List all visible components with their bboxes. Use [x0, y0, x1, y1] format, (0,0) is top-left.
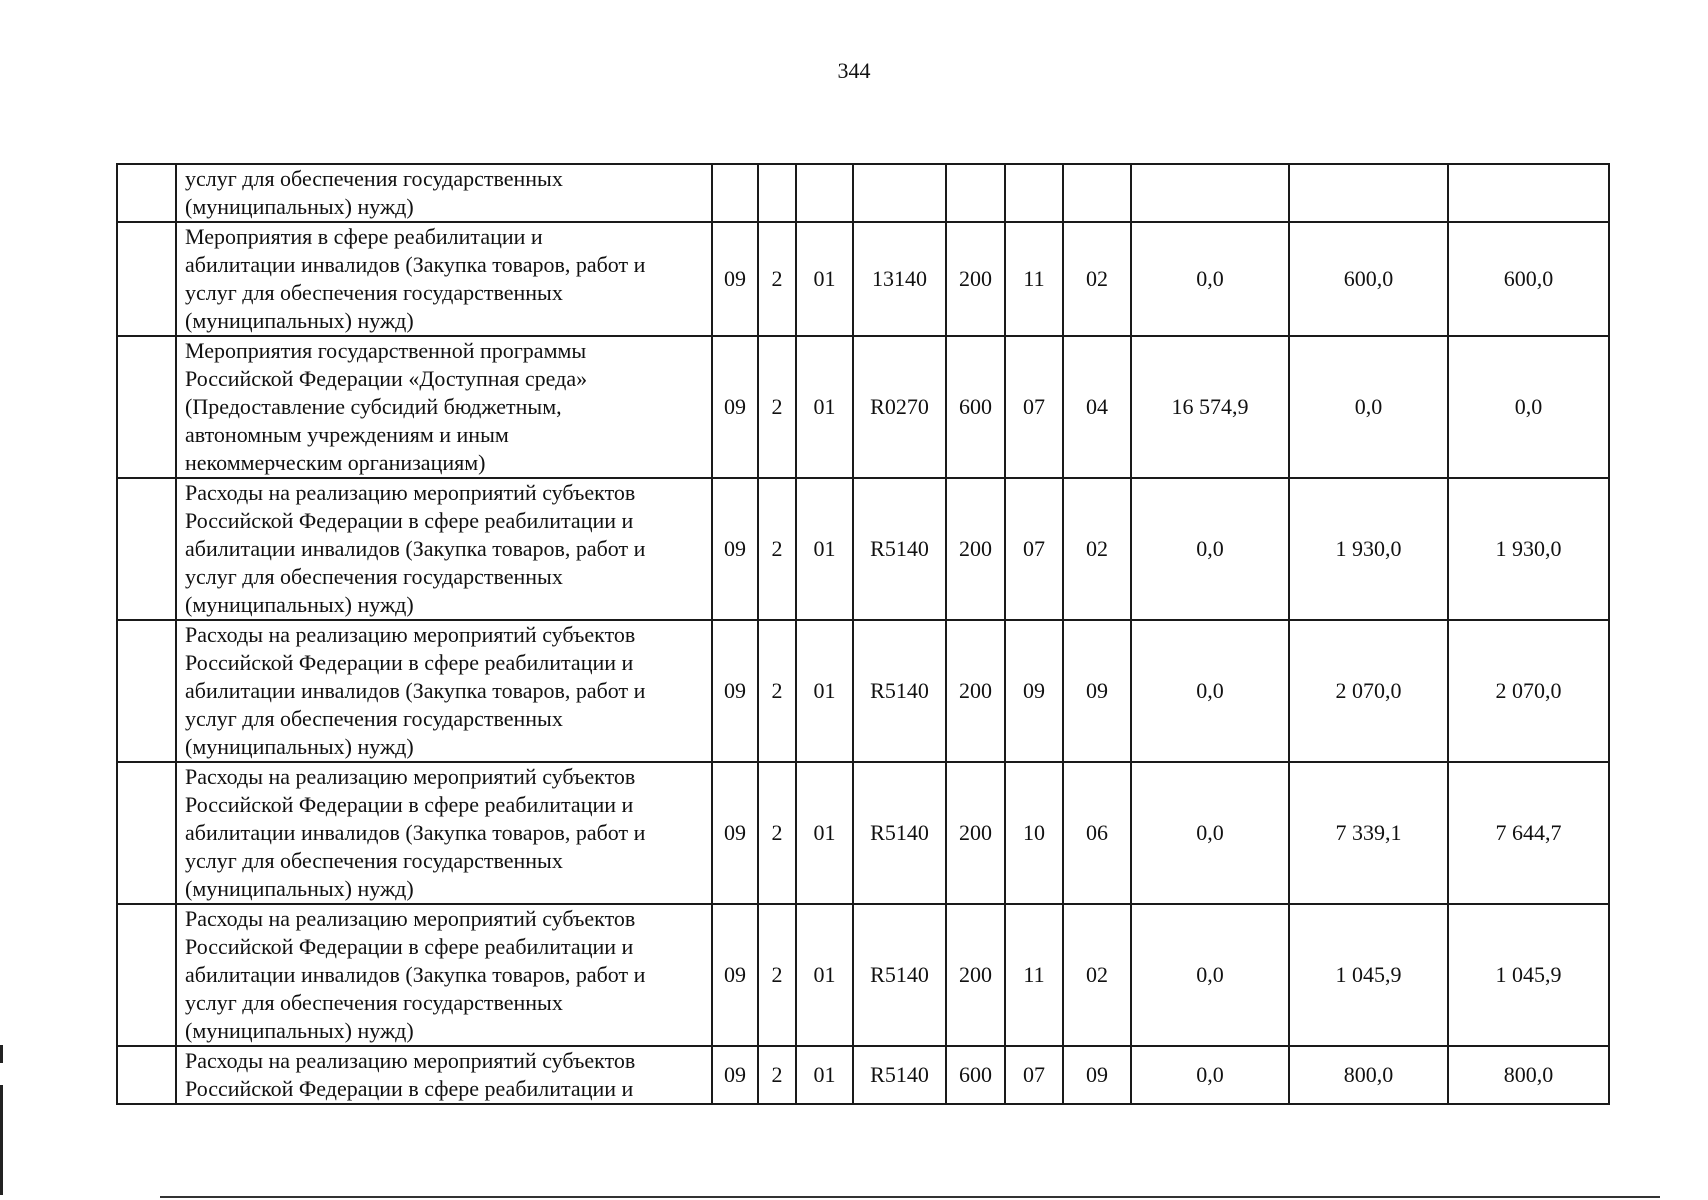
col-sum-2019-cell: 0,0: [1131, 1046, 1289, 1104]
table-body: [117, 164, 1609, 1104]
col-napr-cell: R5140: [853, 904, 946, 1046]
row-number-cell: [117, 222, 176, 336]
col-rz-cell: 11: [1005, 222, 1063, 336]
col-pgp-cell: 2: [758, 904, 796, 1046]
row-number-cell: [117, 1046, 176, 1104]
description-line: Расходы на реализацию мероприятий субъектов: [185, 1048, 636, 1073]
description-line: Расходы на реализацию мероприятий субъектов: [185, 622, 636, 647]
col-vr-cell: 200: [946, 478, 1005, 620]
col-pr-cell: 09: [1063, 1046, 1131, 1104]
col-sum-2021-cell: 1 930,0: [1448, 478, 1609, 620]
col-pr-cell: 06: [1063, 762, 1131, 904]
col-napr-cell: R5140: [853, 762, 946, 904]
col-osn-cell: 01: [796, 222, 853, 336]
description-line: автономным учреждениям и иным: [185, 422, 509, 447]
col-gp-cell: 09: [712, 762, 758, 904]
col-rz-cell: 07: [1005, 336, 1063, 478]
description-line: услуг для обеспечения государственных: [185, 564, 563, 589]
col-vr-cell: 200: [946, 222, 1005, 336]
scan-bottom-rule: [160, 1196, 1660, 1198]
col-pr-cell: [1063, 164, 1131, 222]
description-line: услуг для обеспечения государственных: [185, 706, 563, 731]
col-osn-cell: 01: [796, 1046, 853, 1104]
description-cell: [176, 904, 712, 1046]
description-cell: [176, 222, 712, 336]
table-row: [117, 222, 1609, 336]
col-osn-cell: 01: [796, 904, 853, 1046]
budget-table: [116, 163, 1610, 1105]
col-vr-cell: 200: [946, 620, 1005, 762]
col-pgp-cell: 2: [758, 336, 796, 478]
col-sum-2019-cell: 0,0: [1131, 620, 1289, 762]
col-gp-cell: 09: [712, 620, 758, 762]
row-number-cell: [117, 762, 176, 904]
col-osn-cell: 01: [796, 762, 853, 904]
col-pr-cell: 04: [1063, 336, 1131, 478]
page-number: 344: [837, 58, 871, 83]
scan-margin-mark: [0, 1085, 3, 1195]
description-cell: [176, 620, 712, 762]
description-line: Российской Федерации в сфере реабилитации и: [185, 934, 634, 959]
description-line: абилитации инвалидов (Закупка товаров, работ и: [185, 962, 646, 987]
col-pgp-cell: 2: [758, 478, 796, 620]
description-line: Мероприятия государственной программы: [185, 338, 587, 363]
col-rz-cell: 07: [1005, 1046, 1063, 1104]
col-sum-2019-cell: 0,0: [1131, 762, 1289, 904]
col-vr-cell: 600: [946, 1046, 1005, 1104]
col-pr-cell: 02: [1063, 904, 1131, 1046]
col-sum-2021-cell: 1 045,9: [1448, 904, 1609, 1046]
row-number-cell: [117, 164, 176, 222]
col-pgp-cell: 2: [758, 762, 796, 904]
description-cell: [176, 1046, 712, 1104]
col-sum-2020-cell: 2 070,0: [1289, 620, 1448, 762]
col-pgp-cell: 2: [758, 620, 796, 762]
col-napr-cell: R5140: [853, 1046, 946, 1104]
description-line: абилитации инвалидов (Закупка товаров, работ и: [185, 536, 646, 561]
col-napr-cell: R5140: [853, 620, 946, 762]
col-rz-cell: 11: [1005, 904, 1063, 1046]
table-row: [117, 336, 1609, 478]
col-osn-cell: [796, 164, 853, 222]
col-sum-2021-cell: 600,0: [1448, 222, 1609, 336]
description-line: услуг для обеспечения государственных: [185, 990, 563, 1015]
col-rz-cell: 07: [1005, 478, 1063, 620]
col-vr-cell: 600: [946, 336, 1005, 478]
description-cell: [176, 336, 712, 478]
description-line: Расходы на реализацию мероприятий субъектов: [185, 764, 636, 789]
col-sum-2021-cell: 7 644,7: [1448, 762, 1609, 904]
description-line: услуг для обеспечения государственных: [185, 166, 563, 191]
description-line: услуг для обеспечения государственных: [185, 280, 563, 305]
col-napr-cell: R5140: [853, 478, 946, 620]
table-row: [117, 620, 1609, 762]
description-line: абилитации инвалидов (Закупка товаров, работ и: [185, 252, 646, 277]
description-line: Российской Федерации в сфере реабилитации и: [185, 792, 634, 817]
description-line: услуг для обеспечения государственных: [185, 848, 563, 873]
col-rz-cell: [1005, 164, 1063, 222]
description-line: Российской Федерации в сфере реабилитации и: [185, 650, 634, 675]
col-vr-cell: [946, 164, 1005, 222]
description-line: Российской Федерации в сфере реабилитации и: [185, 508, 634, 533]
description-line: (Предоставление субсидий бюджетным,: [185, 394, 562, 419]
description-line: (муниципальных) нужд): [185, 876, 414, 901]
table-row: [117, 164, 1609, 222]
col-sum-2019-cell: [1131, 164, 1289, 222]
col-gp-cell: [712, 164, 758, 222]
description-line: (муниципальных) нужд): [185, 1018, 414, 1043]
col-sum-2020-cell: 1 045,9: [1289, 904, 1448, 1046]
col-napr-cell: R0270: [853, 336, 946, 478]
description-line: (муниципальных) нужд): [185, 308, 414, 333]
description-line: Российской Федерации «Доступная среда»: [185, 366, 588, 391]
col-pgp-cell: 2: [758, 222, 796, 336]
col-sum-2021-cell: 0,0: [1448, 336, 1609, 478]
description-line: (муниципальных) нужд): [185, 194, 414, 219]
col-sum-2020-cell: 1 930,0: [1289, 478, 1448, 620]
col-sum-2020-cell: 800,0: [1289, 1046, 1448, 1104]
col-pr-cell: 09: [1063, 620, 1131, 762]
col-osn-cell: 01: [796, 336, 853, 478]
col-gp-cell: 09: [712, 1046, 758, 1104]
col-sum-2020-cell: 7 339,1: [1289, 762, 1448, 904]
table-row: [117, 762, 1609, 904]
row-number-cell: [117, 620, 176, 762]
col-sum-2021-cell: [1448, 164, 1609, 222]
col-pgp-cell: 2: [758, 1046, 796, 1104]
col-gp-cell: 09: [712, 904, 758, 1046]
col-sum-2020-cell: [1289, 164, 1448, 222]
col-sum-2021-cell: 2 070,0: [1448, 620, 1609, 762]
col-rz-cell: 09: [1005, 620, 1063, 762]
scan-margin-mark: [0, 1045, 3, 1063]
table-row: [117, 904, 1609, 1046]
col-vr-cell: 200: [946, 904, 1005, 1046]
col-gp-cell: 09: [712, 478, 758, 620]
col-rz-cell: 10: [1005, 762, 1063, 904]
col-napr-cell: 13140: [853, 222, 946, 336]
col-pr-cell: 02: [1063, 478, 1131, 620]
col-napr-cell: [853, 164, 946, 222]
col-gp-cell: 09: [712, 222, 758, 336]
description-line: абилитации инвалидов (Закупка товаров, работ и: [185, 820, 646, 845]
description-cell: [176, 478, 712, 620]
description-line: Мероприятия в сфере реабилитации и: [185, 224, 543, 249]
row-number-cell: [117, 336, 176, 478]
col-sum-2019-cell: 0,0: [1131, 478, 1289, 620]
col-sum-2021-cell: 800,0: [1448, 1046, 1609, 1104]
description-line: абилитации инвалидов (Закупка товаров, работ и: [185, 678, 646, 703]
row-number-cell: [117, 478, 176, 620]
description-line: (муниципальных) нужд): [185, 734, 414, 759]
col-pr-cell: 02: [1063, 222, 1131, 336]
col-sum-2020-cell: 600,0: [1289, 222, 1448, 336]
col-sum-2019-cell: 0,0: [1131, 222, 1289, 336]
col-sum-2019-cell: 16 574,9: [1131, 336, 1289, 478]
description-cell: [176, 762, 712, 904]
row-number-cell: [117, 904, 176, 1046]
description-cell: [176, 164, 712, 222]
description-line: Российской Федерации в сфере реабилитации и: [185, 1076, 634, 1101]
description-line: некоммерческим организациям): [185, 450, 486, 475]
table-row: [117, 478, 1609, 620]
col-vr-cell: 200: [946, 762, 1005, 904]
col-pgp-cell: [758, 164, 796, 222]
description-line: Расходы на реализацию мероприятий субъектов: [185, 480, 636, 505]
col-osn-cell: 01: [796, 620, 853, 762]
table-row: [117, 1046, 1609, 1104]
col-gp-cell: 09: [712, 336, 758, 478]
col-sum-2020-cell: 0,0: [1289, 336, 1448, 478]
description-line: (муниципальных) нужд): [185, 592, 414, 617]
col-osn-cell: 01: [796, 478, 853, 620]
col-sum-2019-cell: 0,0: [1131, 904, 1289, 1046]
description-line: Расходы на реализацию мероприятий субъектов: [185, 906, 636, 931]
